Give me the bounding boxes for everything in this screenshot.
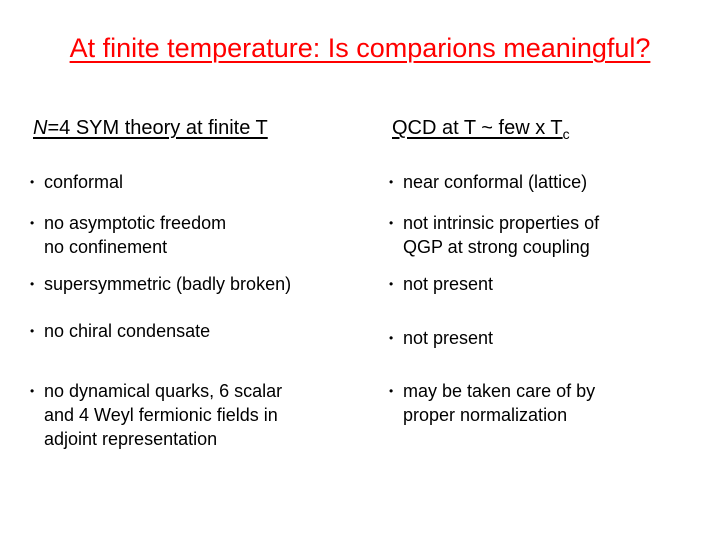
bullet-icon: • xyxy=(30,324,35,338)
item-line: proper normalization xyxy=(403,405,568,425)
right-item-2 xyxy=(389,211,600,259)
bullet-icon: • xyxy=(30,277,35,291)
item-line: may be taken care of by xyxy=(403,381,596,401)
bullet-icon: • xyxy=(30,384,35,398)
right-item-1 xyxy=(389,170,588,194)
right-heading-subscript: c xyxy=(562,126,570,142)
slide-title: At finite temperature: Is comparions meaningful? xyxy=(69,33,651,63)
left-item-2 xyxy=(30,211,227,259)
left-item-1 xyxy=(30,170,124,194)
left-heading-text: =4 SYM theory at finite T xyxy=(47,117,268,139)
bullet-icon: • xyxy=(389,384,394,398)
left-item-4 xyxy=(30,319,211,343)
item-line: no chiral condensate xyxy=(44,321,211,341)
right-heading-text: QCD at T ~ few x T xyxy=(392,117,563,139)
item-line: no asymptotic freedom xyxy=(44,213,227,233)
item-line: not present xyxy=(403,328,494,348)
right-column-heading xyxy=(392,117,570,142)
bullet-icon: • xyxy=(389,331,394,345)
right-item-4 xyxy=(389,326,494,350)
bullet-icon: • xyxy=(30,216,35,230)
bullet-icon: • xyxy=(389,175,394,189)
left-column-heading xyxy=(33,117,268,140)
item-line: no dynamical quarks, 6 scalar xyxy=(44,381,283,401)
left-item-3 xyxy=(30,272,292,296)
item-line: not present xyxy=(403,274,494,294)
left-item-5 xyxy=(30,379,283,451)
item-line: QGP at strong coupling xyxy=(403,237,590,257)
right-item-5 xyxy=(389,379,596,427)
item-line: and 4 Weyl fermionic fields in xyxy=(44,405,278,425)
right-item-3 xyxy=(389,272,494,296)
item-line: no confinement xyxy=(44,237,168,257)
item-line: not intrinsic properties of xyxy=(403,213,600,233)
bullet-icon: • xyxy=(389,277,394,291)
item-line: near conformal (lattice) xyxy=(403,172,588,192)
bullet-icon: • xyxy=(30,175,35,189)
bullet-icon: • xyxy=(389,216,394,230)
item-line: conformal xyxy=(44,172,124,192)
item-line: adjoint representation xyxy=(44,429,218,449)
left-heading-n-italic: N xyxy=(33,117,48,139)
item-line: supersymmetric (badly broken) xyxy=(44,274,292,294)
